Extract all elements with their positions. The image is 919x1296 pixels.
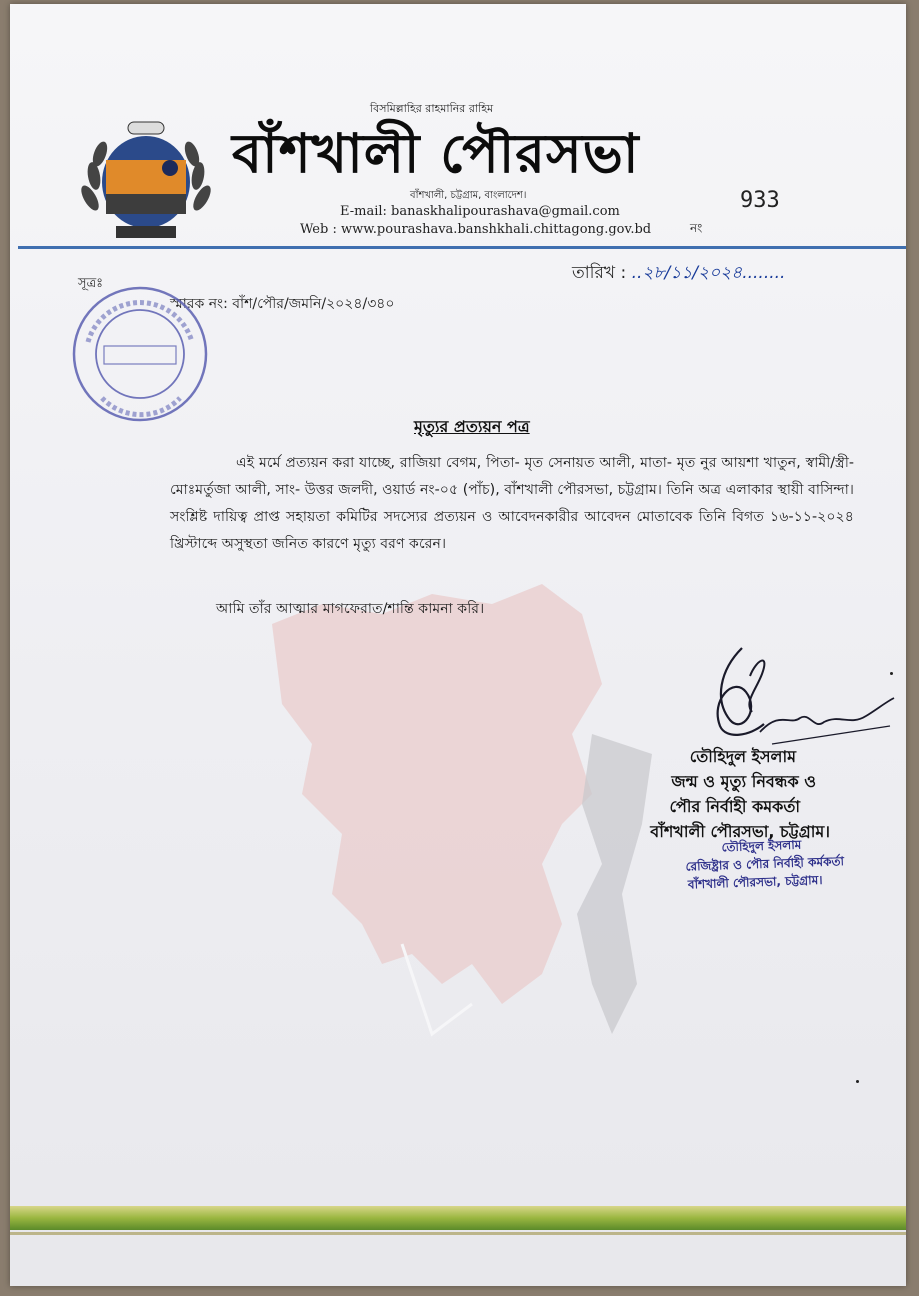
- office-seal-icon: [68, 282, 212, 426]
- letter-page: [10, 4, 906, 1286]
- municipality-emblem-icon: [76, 116, 216, 244]
- handwritten-signature-icon: [690, 640, 900, 750]
- header-divider: [18, 246, 906, 249]
- ink-dot: [856, 1080, 859, 1083]
- municipality-title: বাঁশখালী পৌরসভা: [232, 121, 640, 185]
- number-label: নং: [690, 221, 703, 235]
- signatory-designation-2: পৌর নির্বাহী কমকর্তা: [669, 797, 800, 816]
- stamp-office: বাঁশখালী পৌরসভা, চট্টগ্রাম।: [687, 872, 823, 892]
- signatory-office: বাঁশখালী পৌরসভা, চট্টগ্রাম।: [650, 822, 830, 841]
- signatory-block: [570, 744, 830, 844]
- signatory-designation-1: জন্ম ও মৃত্যু নিবন্ধক ও: [671, 772, 816, 791]
- letter-body: এই মর্মে প্রত্যয়ন করা যাচ্ছে, রাজিয়া বেগম, পিতা- মৃত সেনায়ত আলী, মাতা- মৃত নুর আয়শা খাতুন, স্বামী/স্ত্রী- মোঃমর্তুজা আলী, সাং- উত্তর জলদী, ওয়ার্ড নং-০৫ (পাঁচ), বাঁশখালী পৌরসভা, চট্টগ্রাম। তিনি অত্র এলাকার স্থায়ী বাসিন্দা। সংশ্লিষ্ট দায়িত্ব প্রাপ্ত সহায়তা কমিটির সদস্যের প্রত্যয়ন ও আবেদনকারীর আবেদন মোতাবেক তিনি বিগত ১৬-১১-২০২৪ খ্রিস্টাব্দে অসুস্থতা জনিত কারণে মৃত্যু বরণ করেন।: [170, 455, 854, 552]
- date-field: [572, 260, 785, 288]
- official-stamp: [623, 834, 845, 896]
- stamp-designation: রেজিষ্ট্রার ও পৌর নির্বাহী কর্মকর্তা: [685, 854, 845, 874]
- date-label: তারিখ :: [572, 263, 627, 283]
- website-line: Web : www.pourashava.banshkhali.chittagong.gov.bd: [300, 222, 652, 237]
- bismillah-text: বিসমিল্লাহির রাহমানির রাহিম: [370, 102, 494, 115]
- footer-color-bar: [10, 1206, 906, 1230]
- letter-closing: আমি তাঁর আত্মার মাগফেরাত/শান্তি কামনা করি।: [216, 601, 485, 617]
- date-value: ..২৮/১১/২০২৪........: [631, 263, 786, 283]
- stamp-name: তৌহিদুল ইসলাম: [721, 837, 802, 855]
- email-line: E-mail: banaskhalipourashava@gmail.com: [340, 204, 620, 219]
- sutra-label: সূত্রঃ: [78, 276, 104, 291]
- ink-dot: [890, 672, 893, 675]
- signatory-name: তৌহিদুল ইসলাম: [689, 747, 796, 766]
- address-line: বাঁশখালী, চট্টগ্রাম, বাংলাদেশ।: [410, 190, 527, 201]
- letter-heading: মৃত্যুর প্রত্যয়ন পত্র: [414, 417, 530, 436]
- memo-number: স্মারক নং: বাঁশ/পৌর/জমনি/২০২৪/৩৪০: [170, 296, 395, 312]
- serial-number: 933: [740, 188, 780, 213]
- footer-rule: [10, 1232, 906, 1235]
